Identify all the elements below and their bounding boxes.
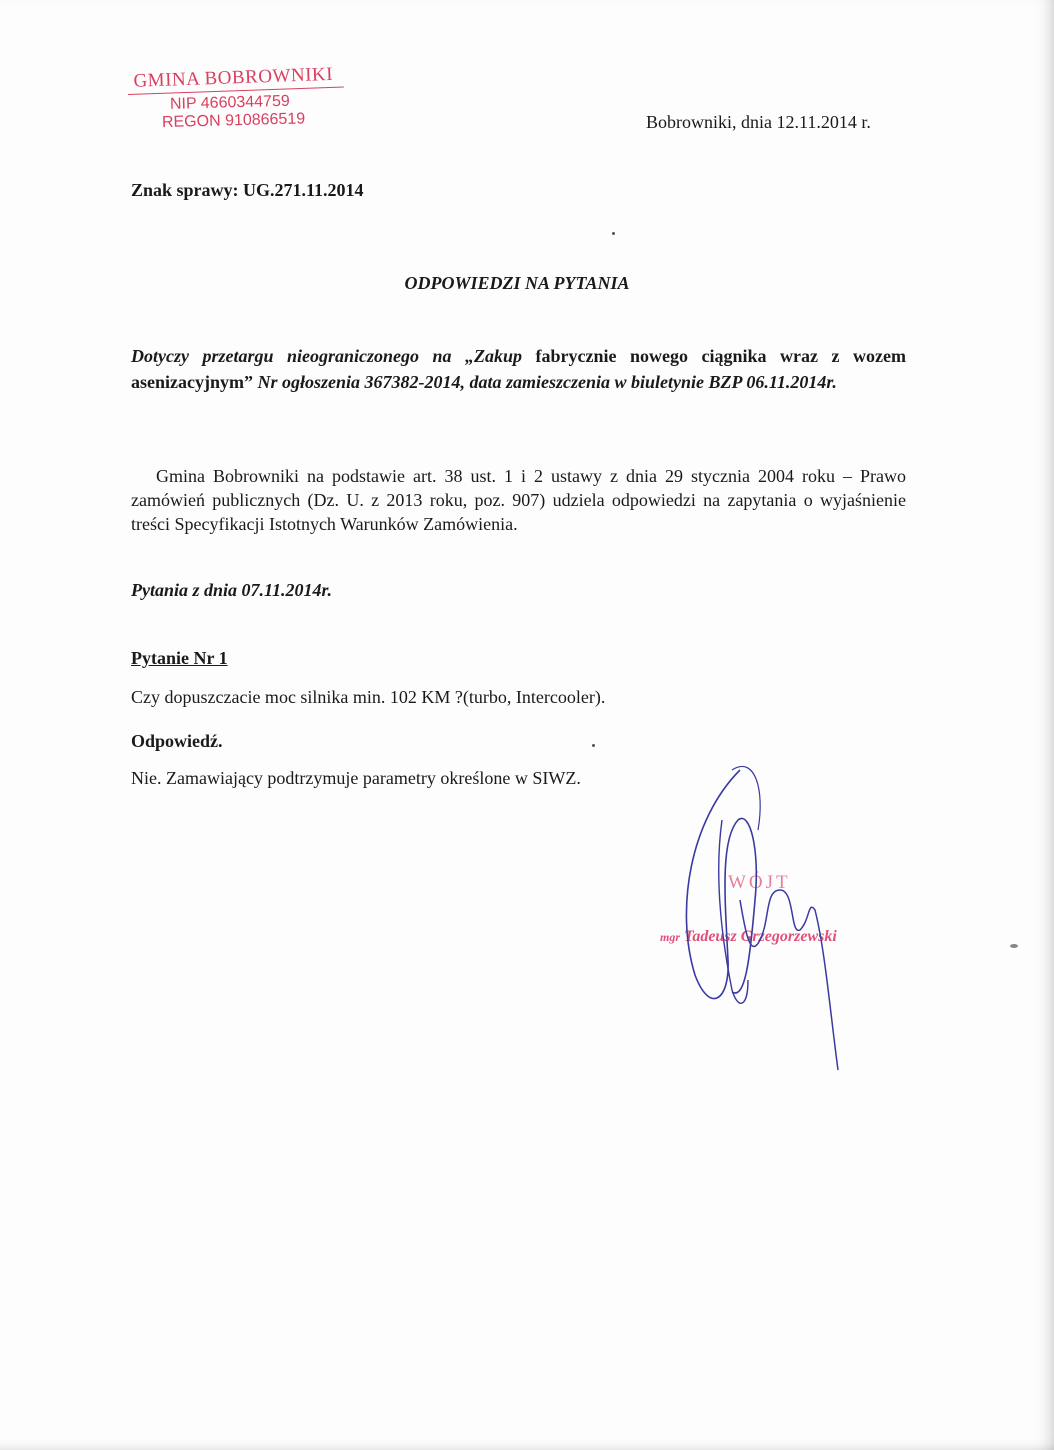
document-title: ODPOWIEDZI NA PYTANIA	[404, 273, 630, 293]
stamp-regon: REGON 910866519	[161, 110, 306, 132]
signature-prefix: mgr	[660, 930, 681, 944]
stamp-nip: NIP 4660344759	[169, 92, 290, 113]
signature-name: Tadeusz Grzegorzewski	[680, 928, 837, 945]
speck-2	[592, 744, 595, 747]
question-text: Czy dopuszczacie moc silnika min. 102 KM ?(turbo, Intercooler).	[131, 687, 606, 707]
question-title: Pytanie Nr 1	[131, 648, 228, 668]
speck-1	[612, 232, 615, 235]
case-number: Znak sprawy: UG.271.11.2014	[131, 180, 364, 200]
subject-paragraph	[131, 343, 906, 395]
subject-part-3: Nr ogłoszenia 367382-2014, data zamieszczenia w biuletynie BZP 06.11.2014r.	[252, 372, 837, 392]
subject-part-2: fabrycznie nowego ciągnika wraz z wozem asenizacyjnym”	[131, 346, 906, 392]
intro-paragraph: Gmina Bobrowniki na podstawie art. 38 ust. 1 i 2 ustawy z dnia 29 stycznia 2004 roku – Prawo zamówień publicznych (Dz. U. z 2013 roku, poz. 907) udziela odpowiedzi na zapytania o wyjaśnienie treści Specyfikacji Istotnych Warunków Zamówienia.	[131, 466, 906, 534]
answer-text: Nie. Zamawiający podtrzymuje parametry określone w SIWZ.	[131, 768, 581, 788]
handwritten-signature	[670, 760, 870, 1080]
questions-date: Pytania z dnia 07.11.2014r.	[131, 580, 333, 600]
speck-3	[1010, 944, 1018, 948]
municipality-stamp	[128, 63, 360, 133]
signature-role: WÓJT	[728, 872, 791, 893]
subject-part-1: Dotyczy przetargu nieograniczonego na „Zakup	[131, 346, 536, 366]
place-date: Bobrowniki, dnia 12.11.2014 r.	[646, 112, 871, 132]
answer-title: Odpowiedź.	[131, 731, 223, 751]
stamp-name: GMINA BOBROWNIKI	[127, 62, 344, 95]
